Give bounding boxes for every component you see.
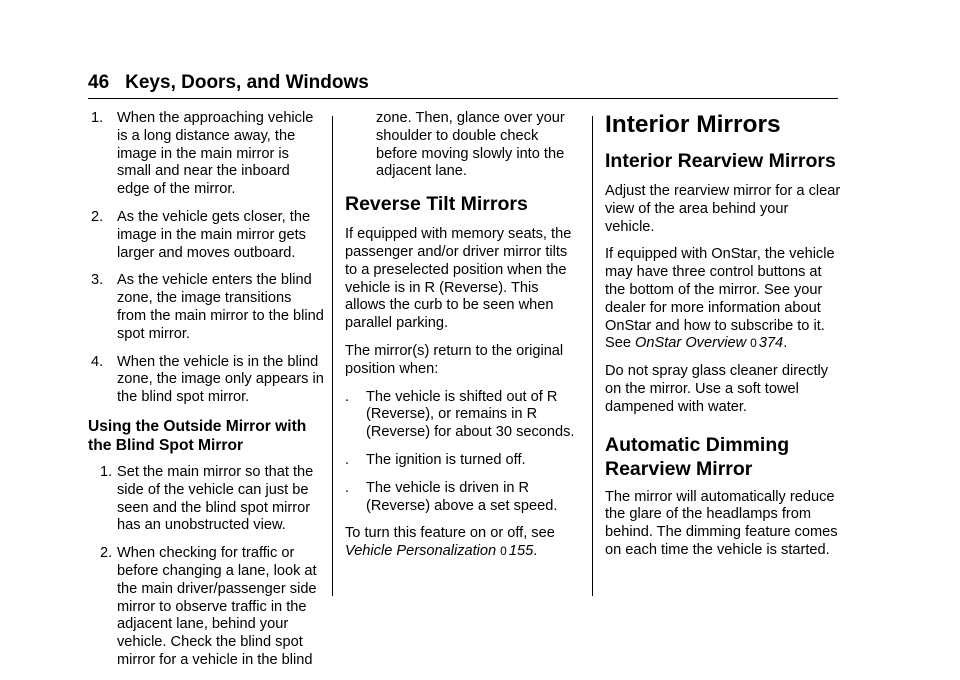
- subheading-blind-spot: Using the Outside Mirror with the Blind Spot Mirror: [88, 417, 307, 454]
- list-item: 4. When the vehicle is in the blind zone, the image only appears in the blind spot mirror.: [91, 353, 324, 406]
- header-rule: [88, 98, 838, 99]
- column-1: [88, 110, 324, 680]
- heading-interior-mirrors: Interior Mirrors: [605, 111, 781, 138]
- using-mirror-steps-list: [88, 464, 324, 670]
- column-3: [605, 110, 841, 570]
- list-item: 3. As the vehicle enters the blind zone, the image transitions from the main mirror to the blind spot mirror.: [91, 272, 324, 342]
- onstar-overview-link[interactable]: OnStar Overview: [635, 335, 747, 352]
- conditions-list: [345, 389, 581, 516]
- column-divider-1: [332, 116, 333, 596]
- heading-auto-dimming: Automatic Dimming Rearview Mirror: [605, 433, 790, 480]
- heading-reverse-tilt: Reverse Tilt Mirrors: [345, 193, 528, 216]
- paragraph: If equipped with memory seats, the passenger and/or driver mirror tilts to a preselected position when the vehicle is in R (Reverse). This allows the curb to be seen when parallel parking.: [345, 226, 572, 332]
- list-item: 1. When the approaching vehicle is a long distance away, the image in the main mirror is small and near the inboard edge of the mirror.: [91, 110, 314, 198]
- page-reference-arrow-icon: 0: [500, 544, 507, 559]
- page-header: [88, 72, 369, 94]
- list-item: . The ignition is turned off.: [345, 451, 526, 468]
- vehicle-personalization-link[interactable]: Vehicle Personalization: [345, 543, 497, 560]
- list-item: . The vehicle is driven in R (Reverse) above a set speed.: [345, 479, 558, 514]
- approach-steps-list: [88, 110, 324, 407]
- list-item: 2. When checking for traffic or before changing a lane, look at the main driver/passenger side mirror to observe traffic in the adjacent lane, behind your vehicle. Check the blind spot mirror for a vehicle in the blind: [100, 545, 317, 668]
- section-title: Keys, Doors, and Windows: [125, 72, 369, 93]
- page-reference[interactable]: 374: [758, 335, 784, 352]
- column-2: [345, 110, 581, 571]
- page-reference[interactable]: 155: [508, 543, 534, 560]
- paragraph: The mirror will automatically reduce the glare of the headlamps from behind. The dimming feature comes on each time the vehicle is started.: [605, 488, 838, 558]
- page-reference-arrow-icon: 0: [750, 336, 757, 351]
- paragraph: The mirror(s) return to the original position when:: [345, 342, 564, 377]
- paragraph: If equipped with OnStar, the vehicle may have three control buttons at the bottom of the mirror. See your dealer for more information about OnStar and how to subscribe to it. See OnStar Overview 0 374.: [605, 246, 835, 352]
- paragraph: To turn this feature on or off, see Vehicle Personalization 0 155.: [345, 525, 555, 560]
- page-number: 46: [88, 72, 110, 93]
- continued-text: zone. Then, glance over your shoulder to double check before moving slowly into the adjacent lane.: [376, 110, 565, 180]
- paragraph: Do not spray glass cleaner directly on the mirror. Use a soft towel dampened with water.: [605, 363, 829, 415]
- paragraph: Adjust the rearview mirror for a clear view of the area behind your vehicle.: [605, 183, 841, 235]
- list-item: 1. Set the main mirror so that the side of the vehicle can just be seen and the blind spot mirror has an unobstructed view.: [100, 463, 314, 534]
- column-divider-2: [592, 116, 593, 596]
- list-item: 2. As the vehicle gets closer, the image in the main mirror gets larger and moves outboard.: [91, 208, 311, 261]
- list-item: . The vehicle is shifted out of R (Reverse), or remains in R (Reverse) for about 30 seconds.: [345, 388, 575, 441]
- heading-interior-rearview: Interior Rearview Mirrors: [605, 150, 836, 172]
